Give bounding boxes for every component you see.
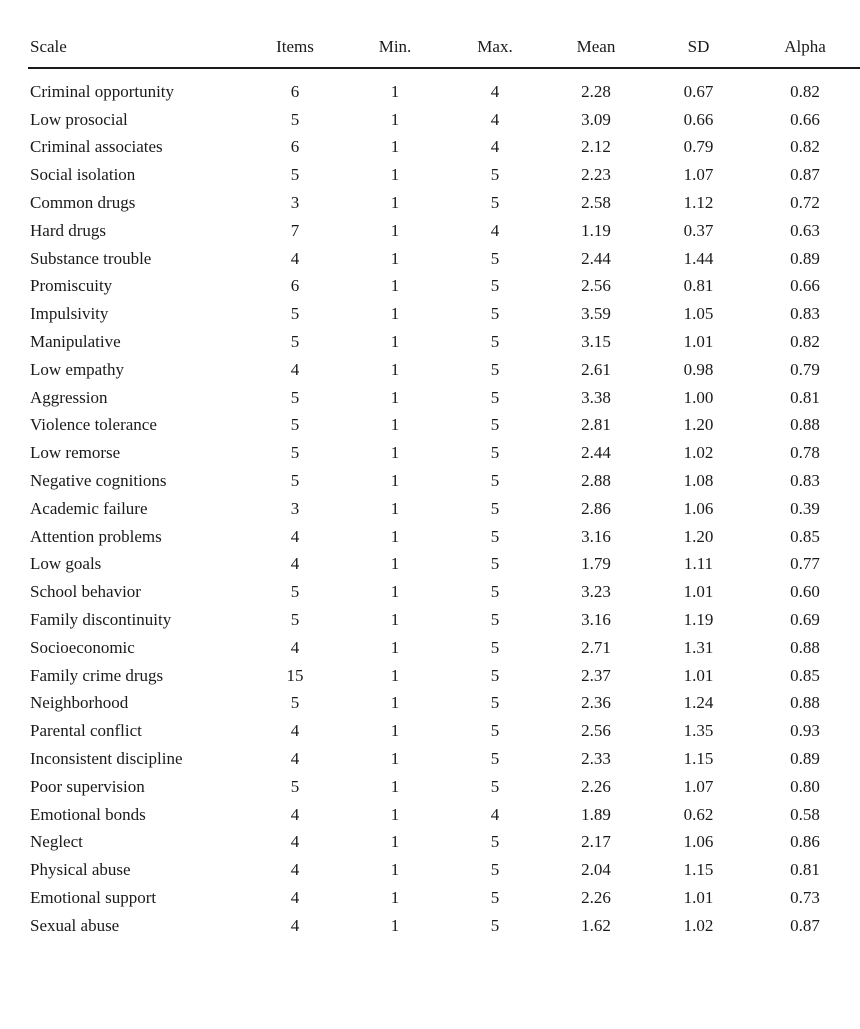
cell-max: 5 xyxy=(490,610,500,630)
cell-mean: 3.59 xyxy=(581,304,611,324)
cell-mean: 3.23 xyxy=(581,582,611,602)
cell-mean: 3.16 xyxy=(581,526,611,546)
cell-min: 1 xyxy=(390,610,400,630)
cell-alpha: 0.63 xyxy=(790,220,820,240)
header-max: Max. xyxy=(445,34,545,68)
cell-alpha: 0.93 xyxy=(790,721,820,741)
cell-mean: 2.12 xyxy=(581,137,611,157)
cell-min: 1 xyxy=(390,359,400,379)
cell-scale: Attention problems xyxy=(30,526,162,546)
table-row xyxy=(28,551,860,579)
cell-min: 1 xyxy=(390,526,400,546)
cell-min: 1 xyxy=(390,137,400,157)
cell-alpha: 0.87 xyxy=(790,165,820,185)
table-row xyxy=(28,134,860,162)
cell-max: 5 xyxy=(490,387,500,407)
table-body xyxy=(28,68,860,940)
cell-mean: 2.81 xyxy=(581,415,611,435)
cell-max: 4 xyxy=(490,81,500,101)
cell-max: 5 xyxy=(490,443,500,463)
cell-min: 1 xyxy=(390,471,400,491)
table-row xyxy=(28,606,860,634)
cell-items: 5 xyxy=(290,387,300,407)
cell-scale: Neighborhood xyxy=(30,693,129,713)
cell-sd: 1.20 xyxy=(683,415,714,435)
table-row xyxy=(28,106,860,134)
cell-alpha: 0.85 xyxy=(790,665,820,685)
cell-max: 5 xyxy=(490,276,500,296)
cell-max: 5 xyxy=(490,471,500,491)
cell-sd: 1.11 xyxy=(683,554,714,574)
header-row xyxy=(28,34,860,68)
cell-sd: 1.06 xyxy=(683,832,714,852)
cell-alpha: 0.87 xyxy=(790,915,820,935)
cell-scale: Emotional bonds xyxy=(30,804,146,824)
cell-scale: Impulsivity xyxy=(30,304,109,324)
cell-max: 5 xyxy=(490,860,500,880)
cell-scale: Promiscuity xyxy=(30,276,113,296)
table-row xyxy=(28,523,860,551)
cell-items: 5 xyxy=(290,443,300,463)
scale-statistics-table xyxy=(28,34,860,940)
cell-items: 5 xyxy=(290,471,300,491)
table-row xyxy=(28,328,860,356)
cell-mean: 2.26 xyxy=(581,888,611,907)
cell-max: 5 xyxy=(490,165,500,185)
cell-scale: Low empathy xyxy=(30,359,124,379)
cell-mean: 1.62 xyxy=(581,915,611,935)
cell-min: 1 xyxy=(390,721,400,741)
table-row xyxy=(28,717,860,745)
cell-scale: Violence tolerance xyxy=(30,415,157,435)
cell-max: 5 xyxy=(490,248,500,268)
cell-alpha: 0.78 xyxy=(790,443,820,463)
cell-items: 4 xyxy=(290,860,300,880)
cell-items: 4 xyxy=(290,832,300,852)
cell-sd: 1.15 xyxy=(683,749,714,769)
cell-sd: 1.35 xyxy=(683,721,714,741)
cell-scale: Social isolation xyxy=(30,165,136,185)
cell-mean: 2.04 xyxy=(581,860,611,880)
cell-scale: Aggression xyxy=(30,387,108,407)
cell-max: 5 xyxy=(490,415,500,435)
cell-scale: Inconsistent discipline xyxy=(30,749,183,769)
cell-sd: 1.12 xyxy=(683,193,714,213)
cell-scale: Emotional support xyxy=(30,888,157,907)
cell-min: 1 xyxy=(390,832,400,852)
cell-mean: 2.56 xyxy=(581,276,611,296)
cell-scale: Neglect xyxy=(30,832,83,852)
cell-items: 4 xyxy=(290,721,300,741)
cell-scale: Manipulative xyxy=(30,332,121,352)
cell-max: 5 xyxy=(490,832,500,852)
table-row xyxy=(28,68,860,106)
cell-sd: 1.01 xyxy=(683,888,714,907)
cell-sd: 1.07 xyxy=(683,165,714,185)
table-row xyxy=(28,884,860,912)
cell-min: 1 xyxy=(390,109,400,129)
cell-max: 5 xyxy=(490,915,500,935)
cell-items: 5 xyxy=(290,109,300,129)
cell-mean: 2.17 xyxy=(581,832,611,852)
cell-scale: Low goals xyxy=(30,554,102,574)
table-row xyxy=(28,801,860,829)
cell-max: 5 xyxy=(490,721,500,741)
cell-mean: 1.19 xyxy=(581,220,611,240)
cell-sd: 0.62 xyxy=(683,804,714,824)
cell-min: 1 xyxy=(390,443,400,463)
cell-sd: 1.01 xyxy=(683,582,714,602)
cell-max: 5 xyxy=(490,582,500,602)
cell-scale: Family crime drugs xyxy=(30,665,164,685)
cell-sd: 1.05 xyxy=(683,304,714,324)
cell-alpha: 0.88 xyxy=(790,637,820,657)
cell-mean: 2.71 xyxy=(581,637,611,657)
cell-mean: 1.89 xyxy=(581,804,611,824)
cell-alpha: 0.89 xyxy=(790,248,820,268)
cell-sd: 1.07 xyxy=(683,776,714,796)
cell-alpha: 0.69 xyxy=(790,610,820,630)
cell-alpha: 0.80 xyxy=(790,776,820,796)
cell-scale: Sexual abuse xyxy=(30,915,120,935)
cell-scale: Low prosocial xyxy=(30,109,128,129)
cell-scale: Socioeconomic xyxy=(30,637,135,657)
cell-min: 1 xyxy=(390,220,400,240)
cell-min: 1 xyxy=(390,165,400,185)
cell-items: 3 xyxy=(290,498,300,518)
cell-items: 4 xyxy=(290,637,300,657)
header-scale: Scale xyxy=(28,34,245,68)
table-row xyxy=(28,912,860,940)
cell-min: 1 xyxy=(390,693,400,713)
cell-min: 1 xyxy=(390,387,400,407)
cell-items: 5 xyxy=(290,582,300,602)
cell-mean: 2.23 xyxy=(581,165,611,185)
cell-sd: 1.20 xyxy=(683,526,714,546)
cell-max: 4 xyxy=(490,804,500,824)
cell-min: 1 xyxy=(390,248,400,268)
cell-max: 5 xyxy=(490,637,500,657)
cell-alpha: 0.83 xyxy=(790,304,820,324)
cell-items: 4 xyxy=(290,915,300,935)
table-row xyxy=(28,356,860,384)
cell-max: 5 xyxy=(490,304,500,324)
table-row xyxy=(28,690,860,718)
cell-sd: 1.00 xyxy=(683,387,714,407)
cell-min: 1 xyxy=(390,582,400,602)
cell-mean: 3.38 xyxy=(581,387,611,407)
cell-sd: 0.79 xyxy=(683,137,714,157)
cell-items: 6 xyxy=(290,81,300,101)
cell-sd: 1.06 xyxy=(683,498,714,518)
cell-mean: 2.44 xyxy=(581,248,611,268)
cell-alpha: 0.81 xyxy=(790,860,820,880)
cell-mean: 1.79 xyxy=(581,554,611,574)
cell-alpha: 0.86 xyxy=(790,832,820,852)
cell-alpha: 0.66 xyxy=(790,109,820,129)
table-row xyxy=(28,745,860,773)
cell-max: 5 xyxy=(490,554,500,574)
cell-scale: Parental conflict xyxy=(30,721,142,741)
cell-mean: 2.86 xyxy=(581,498,611,518)
table-row xyxy=(28,829,860,857)
cell-sd: 1.08 xyxy=(683,471,714,491)
cell-scale: Low remorse xyxy=(30,443,121,463)
cell-items: 4 xyxy=(290,248,300,268)
header-sd: SD xyxy=(647,34,750,68)
cell-scale: Physical abuse xyxy=(30,860,131,880)
cell-min: 1 xyxy=(390,304,400,324)
cell-mean: 3.09 xyxy=(581,109,611,129)
cell-max: 4 xyxy=(490,137,500,157)
cell-scale: Hard drugs xyxy=(30,220,107,240)
cell-min: 1 xyxy=(390,804,400,824)
cell-items: 6 xyxy=(290,276,300,296)
cell-alpha: 0.81 xyxy=(790,387,820,407)
cell-items: 7 xyxy=(290,220,300,240)
cell-sd: 1.31 xyxy=(683,637,714,657)
cell-min: 1 xyxy=(390,193,400,213)
cell-mean: 2.28 xyxy=(581,81,611,101)
cell-max: 5 xyxy=(490,776,500,796)
cell-max: 4 xyxy=(490,220,500,240)
cell-sd: 0.37 xyxy=(683,220,714,240)
cell-sd: 0.66 xyxy=(683,109,714,129)
cell-scale: Academic failure xyxy=(30,498,148,518)
cell-mean: 2.44 xyxy=(581,443,611,463)
cell-alpha: 0.79 xyxy=(790,359,820,379)
cell-sd: 1.01 xyxy=(683,332,714,352)
cell-scale: Poor supervision xyxy=(30,776,145,796)
cell-items: 4 xyxy=(290,554,300,574)
cell-alpha: 0.83 xyxy=(790,471,820,491)
cell-sd: 0.67 xyxy=(683,81,714,101)
table-row xyxy=(28,773,860,801)
table-row xyxy=(28,467,860,495)
cell-alpha: 0.66 xyxy=(790,276,820,296)
cell-items: 5 xyxy=(290,693,300,713)
cell-min: 1 xyxy=(390,554,400,574)
cell-alpha: 0.77 xyxy=(790,554,820,574)
cell-min: 1 xyxy=(390,276,400,296)
cell-max: 4 xyxy=(490,109,500,129)
cell-scale: Family discontinuity xyxy=(30,610,172,630)
cell-scale: School behavior xyxy=(30,582,141,602)
cell-mean: 2.26 xyxy=(581,776,611,796)
cell-alpha: 0.60 xyxy=(790,582,820,602)
cell-alpha: 0.82 xyxy=(790,332,820,352)
cell-max: 5 xyxy=(490,665,500,685)
cell-alpha: 0.89 xyxy=(790,749,820,769)
cell-min: 1 xyxy=(390,776,400,796)
cell-min: 1 xyxy=(390,415,400,435)
cell-mean: 3.16 xyxy=(581,610,611,630)
cell-alpha: 0.73 xyxy=(790,888,820,907)
cell-min: 1 xyxy=(390,749,400,769)
cell-max: 5 xyxy=(490,498,500,518)
table-row xyxy=(28,189,860,217)
header-items: Items xyxy=(245,34,345,68)
cell-max: 5 xyxy=(490,193,500,213)
cell-scale: Criminal opportunity xyxy=(30,81,175,101)
header-min: Min. xyxy=(345,34,445,68)
table-row xyxy=(28,384,860,412)
cell-max: 5 xyxy=(490,888,500,907)
cell-max: 5 xyxy=(490,526,500,546)
cell-max: 5 xyxy=(490,332,500,352)
table-header xyxy=(28,34,860,68)
cell-max: 5 xyxy=(490,749,500,769)
cell-mean: 2.36 xyxy=(581,693,611,713)
cell-items: 5 xyxy=(290,610,300,630)
cell-min: 1 xyxy=(390,637,400,657)
cell-max: 5 xyxy=(490,359,500,379)
table-row xyxy=(28,439,860,467)
table-row xyxy=(28,634,860,662)
table-row xyxy=(28,495,860,523)
cell-mean: 2.61 xyxy=(581,359,611,379)
cell-min: 1 xyxy=(390,332,400,352)
cell-alpha: 0.72 xyxy=(790,193,820,213)
cell-scale: Criminal associates xyxy=(30,137,163,157)
cell-mean: 3.15 xyxy=(581,332,611,352)
cell-sd: 1.01 xyxy=(683,665,714,685)
cell-min: 1 xyxy=(390,81,400,101)
cell-sd: 0.81 xyxy=(683,276,714,296)
cell-scale: Negative cognitions xyxy=(30,471,167,491)
cell-min: 1 xyxy=(390,498,400,518)
cell-sd: 1.44 xyxy=(683,248,714,268)
cell-items: 4 xyxy=(290,749,300,769)
cell-alpha: 0.82 xyxy=(790,81,820,101)
cell-min: 1 xyxy=(390,665,400,685)
cell-alpha: 0.88 xyxy=(790,415,820,435)
header-mean: Mean xyxy=(545,34,647,68)
cell-items: 4 xyxy=(290,804,300,824)
cell-min: 1 xyxy=(390,915,400,935)
cell-items: 5 xyxy=(290,332,300,352)
table-row xyxy=(28,217,860,245)
table-row xyxy=(28,161,860,189)
cell-items: 5 xyxy=(290,776,300,796)
cell-mean: 2.33 xyxy=(581,749,611,769)
cell-sd: 1.19 xyxy=(683,610,714,630)
table-row xyxy=(28,300,860,328)
cell-min: 1 xyxy=(390,888,400,907)
cell-sd: 1.02 xyxy=(683,915,714,935)
cell-mean: 2.56 xyxy=(581,721,611,741)
cell-items: 5 xyxy=(290,304,300,324)
cell-mean: 2.88 xyxy=(581,471,611,491)
cell-mean: 2.37 xyxy=(581,665,611,685)
table-row xyxy=(28,578,860,606)
cell-items: 5 xyxy=(290,415,300,435)
cell-alpha: 0.82 xyxy=(790,137,820,157)
cell-alpha: 0.39 xyxy=(790,498,820,518)
table-row xyxy=(28,273,860,301)
table-row xyxy=(28,412,860,440)
cell-scale: Substance trouble xyxy=(30,248,152,268)
table-row xyxy=(28,662,860,690)
cell-items: 4 xyxy=(290,888,300,907)
cell-min: 1 xyxy=(390,860,400,880)
cell-sd: 1.15 xyxy=(683,860,714,880)
header-alpha: Alpha xyxy=(750,34,860,68)
cell-scale: Common drugs xyxy=(30,193,136,213)
cell-sd: 1.02 xyxy=(683,443,714,463)
cell-items: 3 xyxy=(290,193,300,213)
cell-mean: 2.58 xyxy=(581,193,611,213)
cell-alpha: 0.85 xyxy=(790,526,820,546)
cell-items: 6 xyxy=(290,137,300,157)
cell-sd: 1.24 xyxy=(683,693,714,713)
cell-items: 4 xyxy=(290,526,300,546)
cell-max: 5 xyxy=(490,693,500,713)
cell-items: 4 xyxy=(290,359,300,379)
table-row xyxy=(28,856,860,884)
table-row xyxy=(28,245,860,273)
cell-items: 5 xyxy=(290,165,300,185)
cell-alpha: 0.88 xyxy=(790,693,820,713)
cell-alpha: 0.58 xyxy=(790,804,820,824)
cell-sd: 0.98 xyxy=(683,359,714,379)
cell-items: 15 xyxy=(286,665,304,685)
